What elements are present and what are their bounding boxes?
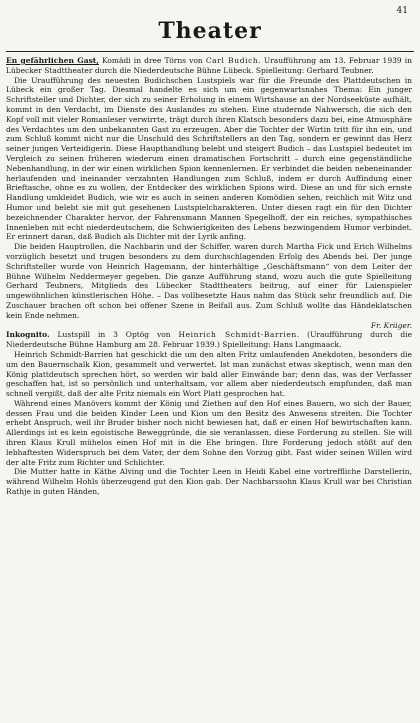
title-rule (6, 51, 414, 52)
review2-paragraph-1: Heinrich Schmidt-Barrien hat geschickt die um den alten Fritz umlaufenden Anekdoten, besonders die um den Bauernschalk Kion, gesammelt und verwertet. Ist man zunächst etwas skeptisch, wenn man den König plattdeutsch sprechen hört, so werden wir bald aller Einwände bar; denn das, was der Verfasser geschaffen hat, ist so persönlich und unterhaltsam, vor allem aber niederdeutsch empfunden, daß man schnell vergißt, daß der alte Fritz niemals ein Wort Platt gesprochen hat. (6, 349, 412, 399)
review2-intro (6, 330, 412, 350)
review1-author: Carl Budich (205, 56, 259, 65)
review1-signature: Fr. Krüger. (370, 320, 412, 330)
section-title: Theater (158, 18, 262, 44)
review2-author: Heinrich Schmidt-Barrien (178, 330, 297, 340)
article-body (6, 56, 412, 497)
review2-intro-text-1: Lustspill in 3 Optög von (49, 330, 179, 340)
review1-intro-text-1: Komädi in dree Törns von (98, 56, 206, 65)
review1-intro (6, 56, 412, 76)
review1-title: En gefährlichen Gast, (6, 56, 99, 65)
review1-intro-text-2: . Uraufführung am 13. Februar 1939 in Lübecker Stadttheater durch die Niederdeutsche Bühne Lübeck. Spielleitung: Gerhard Teubner. (6, 56, 412, 75)
review2-intro-text-2: . (Uraufführung durch die Niederdeutsche Bühne Hamburg am 28. Februar 1939.) Spielleitung: Hans Langmaack. (6, 330, 413, 350)
review1-paragraph-2: Die beiden Hauptrollen, die Nachbarin und der Schiffer, waren durch Martha Fick und Erich Wilhelms vorzüglich besetzt und trugen besonders zu dem durchschlagenden Erfolg des Abends bei. Der junge Schriftsteller wurde von Heinrich Hagemann, der hinterhältige „Geschäftsmann“ von dem Leiter der Bühne Wilhelm Neddermeyer gegeben. Die ganze Aufführung stand, wozu auch die gute Spielleitung Gerhard Teubners, Mitglieds des Lübecker Stadttheaters beitrug, auf einer für Laienspieler ungewöhnlichen künstlerischen Höhe. – Das vollbesetzte Haus nahm das Stück sehr freundlich auf. Die Zuschauer brachen oft schon bei offener Szene in Beifall aus. Zum Schluß wollte das Händeklatschen kein Ende nehmen. (6, 242, 412, 320)
review1-paragraph-1: Die Uraufführung des neuesten Budichschen Lustspiels war für die Freunde des Plattdeutschen in Lübeck ein großer Tag. Diesmal handelte es sich um ein gegenwartsnahes Thema: Ein junger Schriftsteller und Dichter, der sich zu seiner Erholung in einem Wirtshause an der Nordseeküste aufhält, kommt in den Verdacht, im Dienste des Auslandes zu stehen. Eine studernde Nahwersch, die sich den Kopf voll mit vieler Romanleser verwirrte, trägt durch ihren Klatsch besonders dazu bei, eine Atmosphäre des Verdachtes um den unbekannten Gast zu erzeugen. Aber die Tochter der Wirtin tritt für ihn ein, und zum Schluß kommt nicht nur die Unschuld des Schriftstellers an den Tag, sondern er gewinnt das Herz seiner jungen Verteidigerin. Diese Haupthandlung belebt und steigert Budich – das Lustspiel bedeutet im Vergleich zu seinen früheren wiederum einen dramatischen Fortschritt – durch eine gegenständliche Nebenhandlung, in der wir einen wirklichen Spion kennenlernen. Er verbindet die beiden nebeneinander herlaufenden und ineinander verzahnten Handlungen zum Schluß, indem er durch Auffindung einer Brieftasche, ohne es zu wollen, der Entdecker des wirklichen Spions wird. Diese an und für sich ernste Handlung umkleidet Budich, wie wir es auch in seinen anderen Komödien sehen, reichlich mit Witz und Humor und belebt sie mit gut gesehenen Lustspielcharakteren. Unter diesen ragt ein für den Dichter bezeichnender Charakter hervor, der Fahrensmann Mannen Spegelhoff, der ein reiches, sympathisches Innenleben mit echt niederdeutschem, die Schwierigkeiten des Lebens bezwingendem Humor verbindet. Er erinnert daran, daß Budich als Dichter mit der Lyrik anfing. (6, 75, 412, 242)
review2-title: Inkognito. (6, 330, 50, 340)
page-number: 41 (396, 6, 408, 16)
review2-paragraph-3: Die Mutter hatte in Käthe Alving und die Tochter Leen in Heidi Kabel eine vortreffliche Darstellerin, während Wilhelm Hohls überzeugend gut den Kion gab. Der Nachbarssohn Klaus Krull war bei Christian Rathje in guten Händen, (6, 467, 412, 497)
review2-paragraph-2: Während eines Manövers kommt der König und Ziethen auf den Hof eines Bauern, wo sich der Bauer, dessen Frau und die beiden Kinder Leen und Kion um den Besitz des Anwesens streiten. Die Tochter erhebt Anspruch, weil ihr Bruder bisher noch nicht bewiesen hat, daß er einen Hof bewirtschaften kann. Allerdings ist es kein egoistische Beweggründe, die sie veranlassen, diese Forderung zu stellen. Sie will ihren Klaus Krull mühelos einen Hof mit in die Ehe bringen. Ihre Forderung jedoch stößt auf den lebhaftesten Widerspruch bei dem Vater, der dem Sohne den Vorzug gibt. Fast wider seinen Willen wird der alte Fritz zum Richter und Schlichter. (6, 398, 412, 467)
